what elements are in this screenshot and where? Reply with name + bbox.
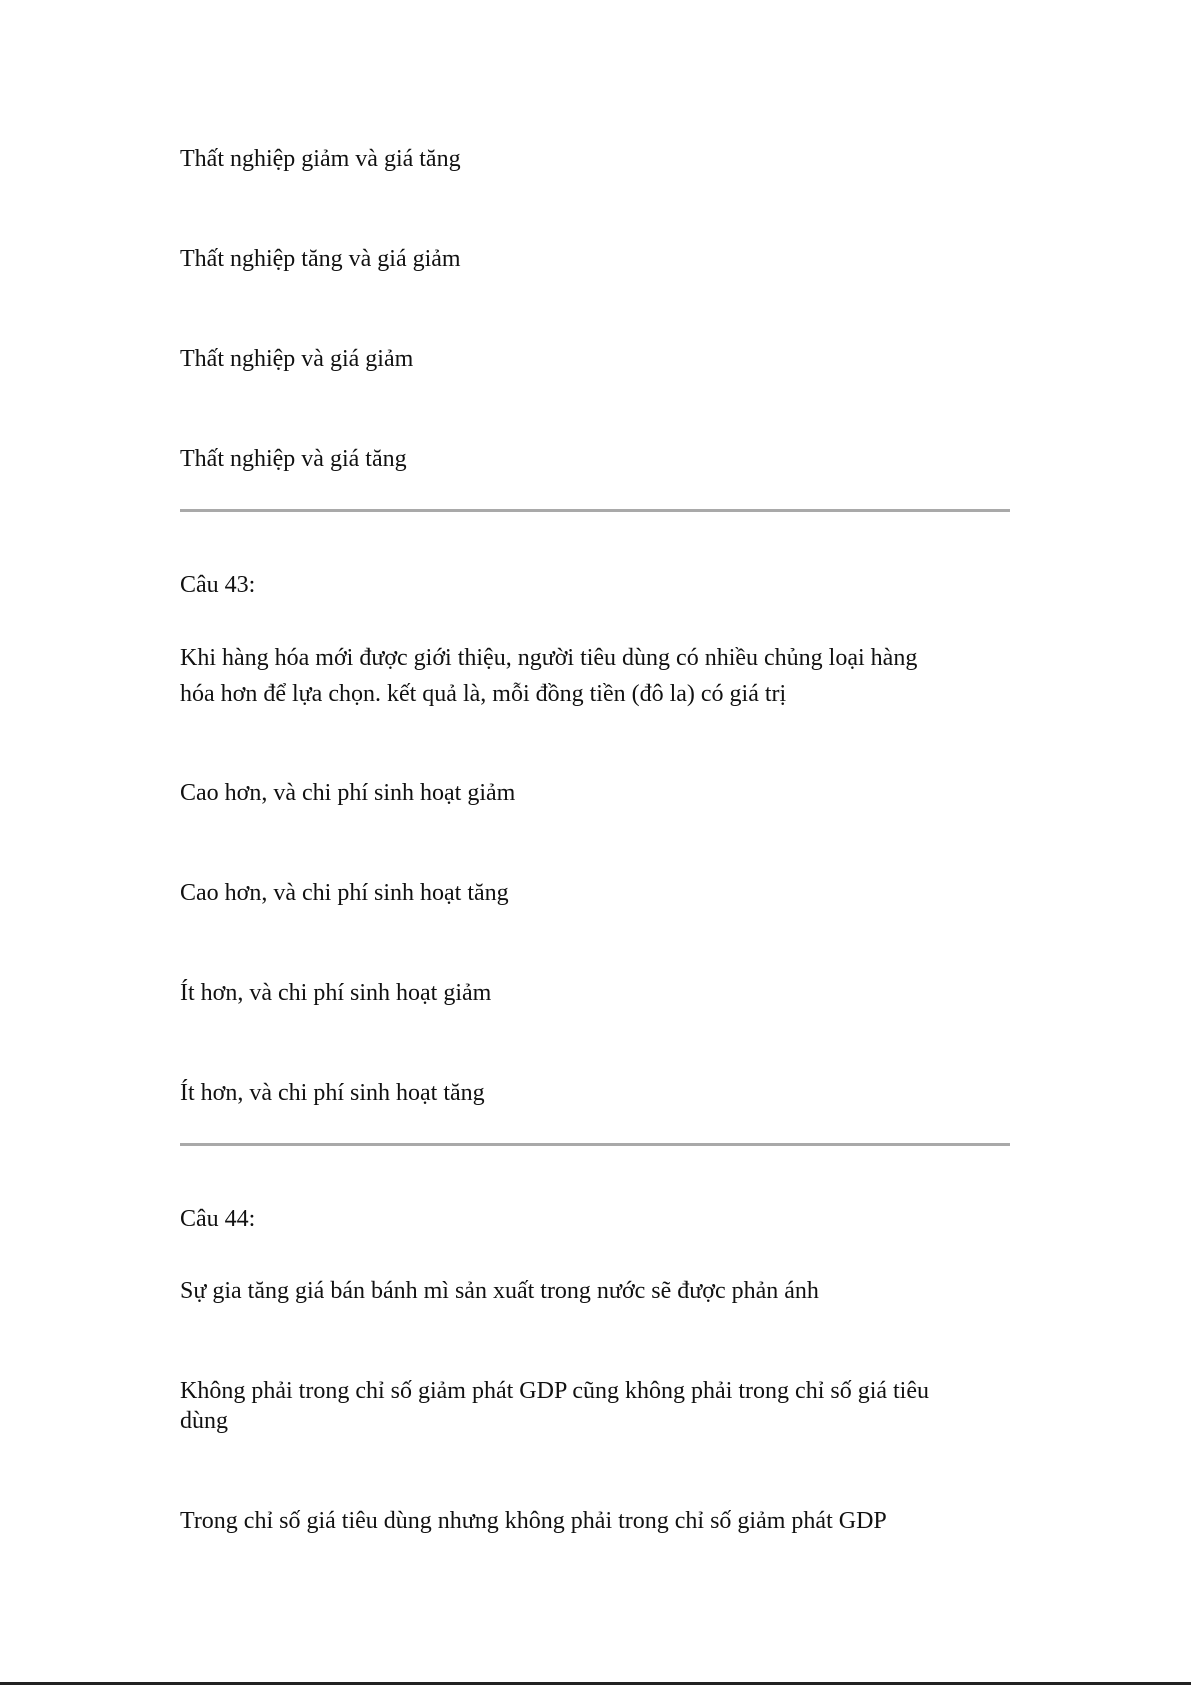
q43-stem [180, 640, 1010, 712]
q44-option-1-line-1: Không phải trong chỉ số giảm phát GDP cũng không phải trong chỉ số giá tiêu [180, 1378, 930, 1404]
q43-stem-line-2: hóa hơn để lựa chọn. kết quả là, mỗi đồng tiền (đô la) có giá trị [180, 681, 787, 707]
q43-option-3: Ít hơn, và chi phí sinh hoạt giảm [180, 980, 492, 1006]
q44-stem: Sự gia tăng giá bán bánh mì sản xuất trong nước sẽ được phản ánh [180, 1278, 819, 1304]
q44-option-2: Trong chỉ số giá tiêu dùng nhưng không phải trong chỉ số giảm phát GDP [180, 1508, 887, 1534]
q42-option-3: Thất nghiệp và giá giảm [180, 346, 414, 372]
q43-option-1: Cao hơn, và chi phí sinh hoạt giảm [180, 780, 516, 806]
question-divider [180, 509, 1010, 512]
q43-option-2: Cao hơn, và chi phí sinh hoạt tăng [180, 880, 509, 906]
q43-option-4: Ít hơn, và chi phí sinh hoạt tăng [180, 1080, 485, 1106]
q43-label: Câu 43: [180, 572, 256, 598]
question-divider [180, 1143, 1010, 1146]
q42-option-4: Thất nghiệp và giá tăng [180, 446, 407, 472]
q44-label: Câu 44: [180, 1206, 256, 1232]
q44-option-1 [180, 1376, 1010, 1436]
q42-option-2: Thất nghiệp tăng và giá giảm [180, 246, 461, 272]
q43-stem-line-1: Khi hàng hóa mới được giới thiệu, người tiêu dùng có nhiều chủng loại hàng [180, 645, 918, 671]
q44-option-1-line-2: dùng [180, 1408, 228, 1434]
q42-option-1: Thất nghiệp giảm và giá tăng [180, 146, 461, 172]
